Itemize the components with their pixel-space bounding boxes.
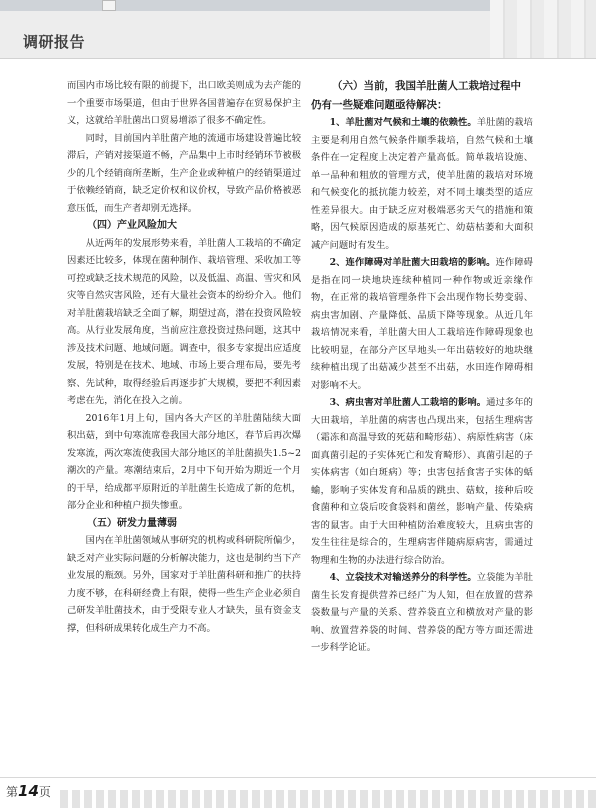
paragraph: 2016年1月上旬，国内各大产区的羊肚菌陆续大面积出菇，到中旬寒流席卷我国大部分地区，春节后再次爆发寒流，两次寒流使我国大部分地区的羊肚菌损失1.5~2潮次的产量。寒潮结束后，2月中下旬开始为期近一个月的干旱，给成都平原附近的羊肚菌生长造成了新的危机，部分企业和种植户损失惨重。 (67, 412, 301, 511)
page-prefix: 第 (6, 785, 19, 799)
item-body: 通过多年的大田栽培，羊肚菌的病害也凸现出来，包括生理病害（霜冻和高温导致的死菇和畸形菇）、病原性病害（床面真菌引起的子实体死亡和发育畸形）、真菌引起的子实体病害（如白斑病）等；虫害包括食害子实体的蛞蝓，影响子实体发育和品质的跳虫、菇蚊，接种后咬食菌种和立袋后咬食袋料和菌丝，影响产量、传染病害的鼠害。由于大田种植防治难度较大，且病虫害的发生往往是综合的，生理病害伴随病原病害，需通过物理和生物的办法进行综合防治。 (311, 397, 533, 566)
item-body: 连作障碍是指在同一块地块连续种植同一种作物或近亲缘作物，在正常的栽培管理条件下会出现作物长势变弱、病虫害加剧、产量降低、品质下降等现象。从近几年栽培情况来看，羊肚菌大田人工栽培连作障碍现象也比较明显，在部分产区早地头一年出菇较好的地块继续种植出现了出菇减少甚至不出菇，水田连作障碍相对影响不大。 (311, 257, 533, 391)
page-number-value: 14 (18, 782, 39, 800)
subheading: （五）研发力量薄弱 (87, 517, 177, 529)
list-item (311, 254, 533, 394)
section-heading-line2: 仍有一些疑难问题亟待解决： (311, 98, 448, 111)
item-body: 羊肚菌的栽培主要是利用自然气候条件顺季栽培，自然气候和土壤条件在一定程度上决定着产量高低。简单栽培设施、单一品种和粗放的管理方式，使羊肚菌的栽培对环境和气候变化的抵抗能力较差，对不同土壤类型的适应性差异很大。由于缺乏应对极端恶劣天气的措施和策略，因气候原因造成的原基死亡、幼菇枯萎和大面积减产问题时有发生。 (311, 117, 533, 251)
left-column (67, 77, 301, 637)
header-decoration (490, 0, 596, 59)
item-body: 立袋能为羊肚菌生长发育提供营养已经广为人知，但在放置的营养袋数量与产量的关系、营养袋直立和横放对产量的影响、放置营养袋的时间、营养袋的配方等方面还需进一步科学论证。 (311, 572, 533, 653)
list-item (311, 114, 533, 254)
list-item (311, 394, 533, 569)
item-lead: 2、连作障碍对羊肚菌大田栽培的影响。 (329, 257, 496, 268)
item-lead: 1、羊肚菌对气候和土壤的依赖性。 (329, 117, 477, 128)
list-item (311, 569, 533, 657)
header-divider (0, 58, 596, 59)
footer-divider (0, 777, 596, 778)
item-lead: 3、病虫害对羊肚菌人工栽培的影响。 (329, 397, 487, 408)
paragraph: 而国内市场比较有限的前提下，出口欧美则成为去产能的一个重要市场渠道，但由于世界各国普遍存在贸易保护主义，这就给羊肚菌出口贸易增添了很多不确定性。 (67, 80, 301, 126)
section-heading (311, 77, 533, 114)
page-number (6, 782, 51, 800)
footer-decoration (60, 790, 596, 808)
registration-mark (102, 0, 116, 11)
right-column (311, 77, 533, 657)
subheading: （四）产业风险加大 (87, 220, 177, 231)
section-title: 调研报告 (23, 33, 86, 51)
item-lead: 4、立袋技术对输送养分的科学性。 (329, 572, 477, 583)
paragraph: 国内在羊肚菌领域从事研究的机构或科研院所偏少，缺乏对产业实际问题的分析解决能力，这也是制约当下产业发展的瓶颈。另外，国家对于羊肚菌科研和推广的扶持力度不够，在科研经费上有限，使得一些生产企业必须自己研发羊肚菌技术，由于受限专业人才缺失，虽有资金支撑，但科研成果转化成生产力不高。 (67, 535, 301, 634)
paragraph: 从近两年的发展形势来看，羊肚菌人工栽培的不确定因素还比较多，体现在菌种制作、栽培管理、采收加工等可控或缺乏技术规范的风险，以及低温、高温、雪灾和风灾等自然灾害风险，还有大量社会资本的纷纷介入。他们对羊肚菌栽培缺乏全面了解，期望过高，潜在投资风险较高。从行业发展角度，当前应注意投资过热问题，这其中涉及技术问题、地域问题。调查中，很多专家提出应适度发展，特别是在技术、地域、市场上要合理布局，要先考察、先试种，取得经验后再逐步扩大规模，要把不利因素考虑在先，消化在投入之前。 (67, 237, 301, 406)
paragraph: 同时，目前国内羊肚菌产地的流通市场建设普遍比较滞后，产销对接渠道不畅，产品集中上市时经销环节被极少的几个经销商所垄断，生产企业或种植户的经销渠道过于依赖经销商，缺乏定价权和议价权，导致产品价格被恶意压低，而生产者却别无选择。 (67, 132, 301, 214)
section-heading-line1: （六）当前，我国羊肚菌人工栽培过程中 (332, 80, 521, 92)
page-suffix: 页 (38, 785, 51, 799)
